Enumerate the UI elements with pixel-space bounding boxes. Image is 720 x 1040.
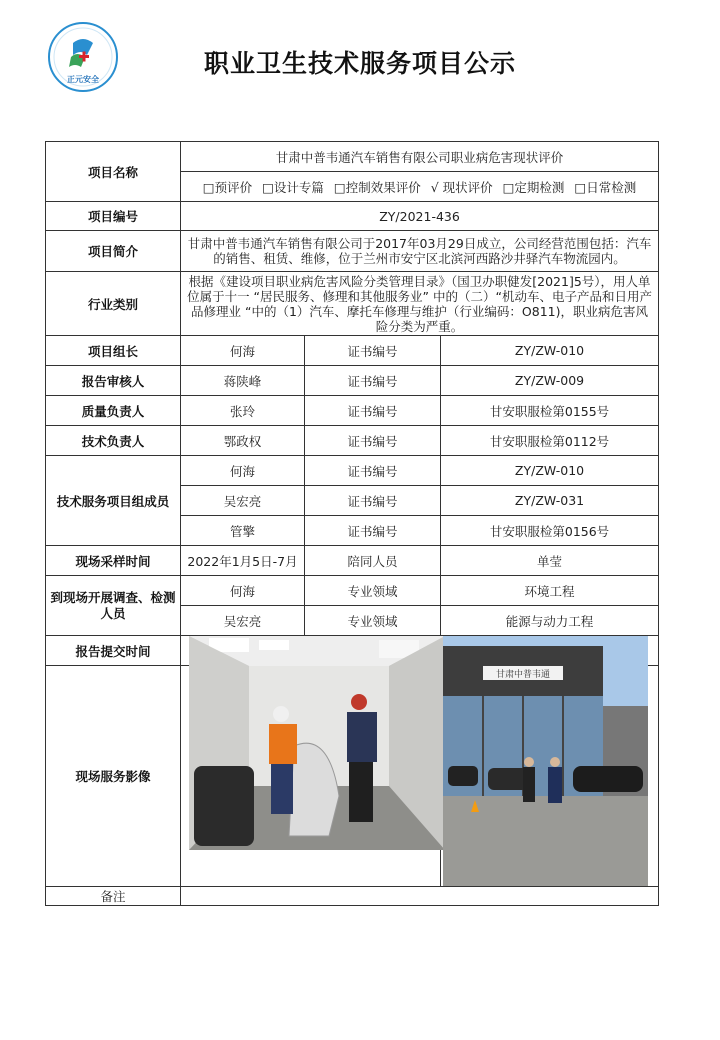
- quality-label: 质量负责人: [46, 396, 181, 426]
- table-row: [46, 456, 659, 486]
- photo-sign-text: 甘肃中普韦通: [495, 670, 551, 680]
- reviewer-cert: ZY/ZW-009: [441, 366, 659, 396]
- table-row: [46, 202, 659, 231]
- remarks-label: 备注: [46, 887, 181, 906]
- members-label: 技术服务项目组成员: [46, 456, 181, 546]
- type-option: □预评价: [202, 179, 253, 195]
- site-photo-showroom: [443, 636, 648, 886]
- table-row: [46, 272, 659, 336]
- project-intro-label: 项目简介: [46, 231, 181, 272]
- site-photo-workshop: [189, 636, 445, 850]
- field-label: 专业领域: [305, 576, 441, 606]
- onsite-field: 能源与动力工程: [441, 606, 659, 636]
- field-label: 专业领域: [305, 606, 441, 636]
- table-row: [46, 366, 659, 396]
- type-option: □日常检测: [574, 179, 637, 195]
- project-type-options: [181, 172, 659, 202]
- logo-text: 正元安全: [67, 75, 99, 84]
- cert-label: 证书编号: [305, 426, 441, 456]
- quality-name: 张玲: [181, 396, 305, 426]
- companion-value: 单莹: [441, 546, 659, 576]
- onsite-label: 到现场开展调查、检测人员: [46, 576, 181, 636]
- type-option: □控制效果评价: [333, 179, 421, 195]
- table-row: [46, 546, 659, 576]
- cert-label: 证书编号: [305, 396, 441, 426]
- remarks-value: [181, 887, 659, 906]
- sampling-time-label: 现场采样时间: [46, 546, 181, 576]
- member-name: 管擎: [181, 516, 305, 546]
- table-row: [46, 426, 659, 456]
- project-name-label: 项目名称: [46, 142, 181, 202]
- companion-label: 陪同人员: [305, 546, 441, 576]
- cert-label: 证书编号: [305, 366, 441, 396]
- member-cert: ZY/ZW-010: [441, 456, 659, 486]
- project-number-label: 项目编号: [46, 202, 181, 231]
- type-option: □定期检测: [502, 179, 565, 195]
- reviewer-label: 报告审核人: [46, 366, 181, 396]
- table-row: [46, 396, 659, 426]
- cert-label: 证书编号: [305, 456, 441, 486]
- member-name: 吴宏亮: [181, 486, 305, 516]
- member-name: 何海: [181, 456, 305, 486]
- reviewer-name: 蒋陕峰: [181, 366, 305, 396]
- leader-name: 何海: [181, 336, 305, 366]
- member-cert: 甘安职服检第0156号: [441, 516, 659, 546]
- table-row: [46, 142, 659, 172]
- page-title: 职业卫生技术服务项目公示: [203, 49, 516, 78]
- member-cert: ZY/ZW-031: [441, 486, 659, 516]
- type-option: □设计专篇: [262, 179, 324, 195]
- tech-label: 技术负责人: [46, 426, 181, 456]
- images-label: 现场服务影像: [46, 666, 181, 887]
- project-name-value: 甘肃中普韦通汽车销售有限公司职业病危害现状评价: [181, 142, 659, 172]
- table-row: [46, 231, 659, 272]
- onsite-field: 环境工程: [441, 576, 659, 606]
- cert-label: 证书编号: [305, 336, 441, 366]
- industry-label: 行业类别: [46, 272, 181, 336]
- report-time-label: 报告提交时间: [46, 636, 181, 666]
- onsite-name: 吴宏亮: [181, 606, 305, 636]
- table-row: [46, 576, 659, 606]
- industry-value: 根据《建设项目职业病危害风险分类管理目录》（国卫办职健发[2021]5号），用人单位属于十一 “居民服务、修理和其他服务业” 中的（二）“机动车、电子产品和日用产品修理业 “中的（1）汽车、摩托车修理与维护（行业编码：O811)，职业病危害风险分类为严重。: [181, 272, 659, 336]
- onsite-name: 何海: [181, 576, 305, 606]
- project-intro-value: 甘肃中普韦通汽车销售有限公司于2017年03月29日成立，公司经营范围包括：汽车的销售、租赁、维修，位于兰州市安宁区北滨河西路沙井驿汽车物流园内。: [181, 231, 659, 272]
- table-row: [46, 887, 659, 906]
- leader-cert: ZY/ZW-010: [441, 336, 659, 366]
- type-option: √ 现状评价: [430, 179, 493, 195]
- quality-cert: 甘安职服检第0155号: [441, 396, 659, 426]
- tech-cert: 甘安职服检第0112号: [441, 426, 659, 456]
- table-row: [46, 336, 659, 366]
- project-number-value: ZY/2021-436: [181, 202, 659, 231]
- cert-label: 证书编号: [305, 516, 441, 546]
- sampling-time-value: 2022年1月5日-7月: [181, 546, 305, 576]
- tech-name: 鄂政权: [181, 426, 305, 456]
- leader-label: 项目组长: [46, 336, 181, 366]
- cert-label: 证书编号: [305, 486, 441, 516]
